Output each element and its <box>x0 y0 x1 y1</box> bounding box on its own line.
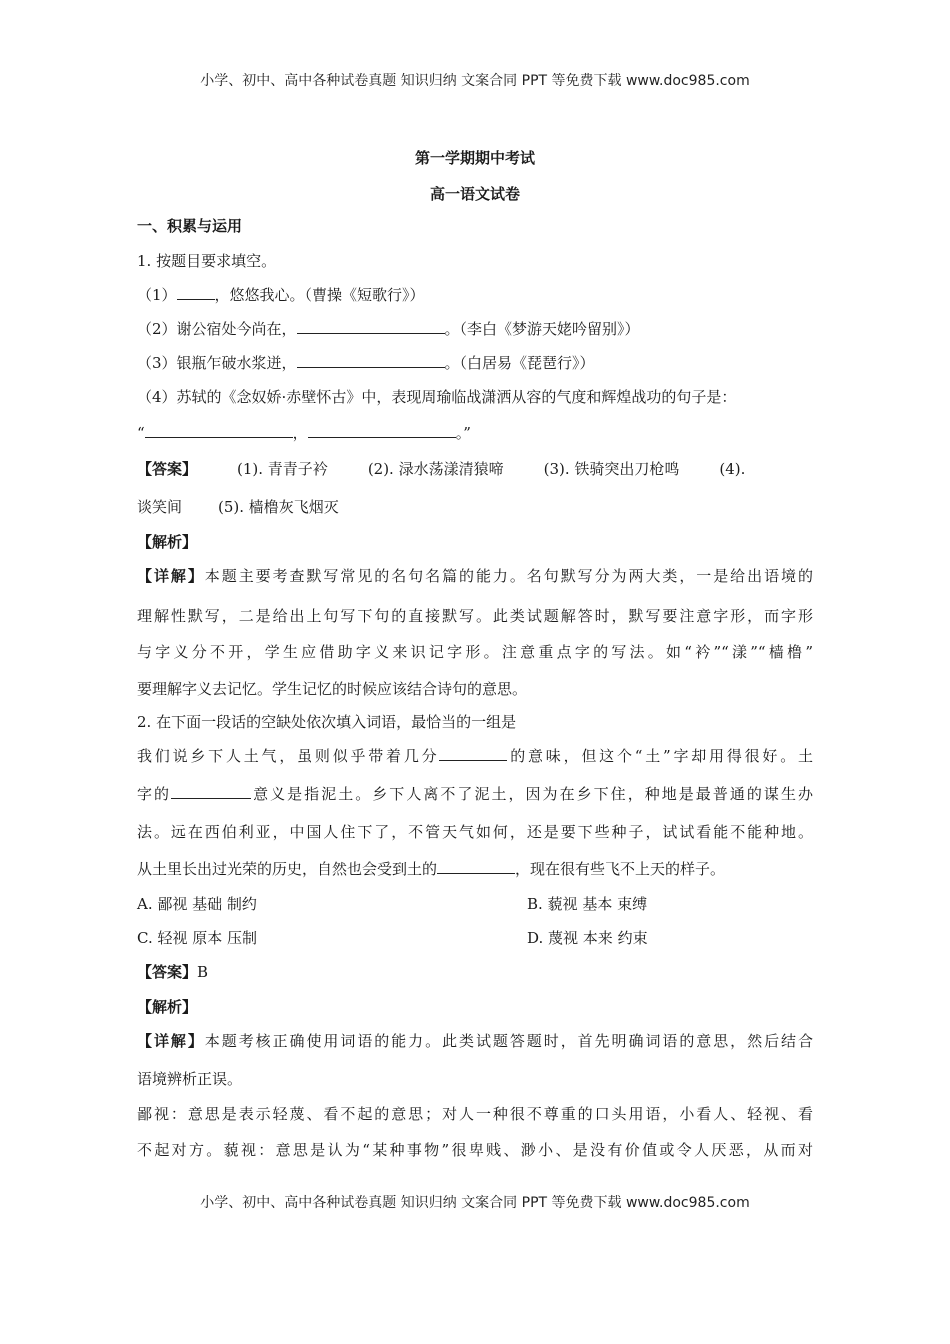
fill-blank[interactable] <box>297 353 445 368</box>
q1-answer-cont: 谈笑间 (5). 樯橹灰飞烟灭 <box>137 498 339 516</box>
q2-detail-line: 鄙视：意思是表示轻蔑、看不起的意思；对人一种很不尊重的口头用语，小看人、轻视、看 <box>137 1105 813 1123</box>
q2-passage-line: 我们说乡下人土气，虽则似乎带着几分 的意味，但这个“土”字却用得很好。土 <box>137 747 813 765</box>
q1-answer: 【答案】 (1). 青青子衿 (2). 渌水荡漾清猿啼 (3). 铁骑突出刀枪鸣 (4). <box>137 460 746 478</box>
section-heading: 一、积累与运用 <box>137 217 243 235</box>
fill-blank[interactable] <box>177 285 215 300</box>
q2-analysis-tag: 【解析】 <box>137 998 198 1016</box>
fill-blank[interactable] <box>437 859 515 874</box>
q1-item-2: （2）谢公宿处今尚在， 。（李白《梦游天姥吟留别》） <box>137 320 640 338</box>
q2-passage-line: 从土里长出过光荣的历史，自然也会受到土的 ，现在很有些飞不上天的样子。 <box>137 860 726 878</box>
fill-blank[interactable] <box>171 784 251 799</box>
q2-options-row <box>137 928 813 948</box>
q1-item-1: （1） ，悠悠我心。（曹操《短歌行》） <box>137 286 425 304</box>
q2-passage-line: 字的 意义是指泥土。乡下人离不了泥土，因为在乡下住，种地是最普通的谋生办 <box>137 785 813 803</box>
q2-detail-line: 语境辨析正误。 <box>137 1070 243 1088</box>
fill-blank[interactable] <box>308 423 456 438</box>
q2-detail-line: 不起对方。藐视：意思是认为“某种事物”很卑贱、渺小、是没有价值或令人厌恶，从而对 <box>137 1141 813 1159</box>
option-d[interactable]: D. 蔑视 本来 约束 <box>527 929 648 947</box>
option-b[interactable]: B. 藐视 基本 束缚 <box>527 895 648 913</box>
q2-answer: 【答案】B <box>137 963 209 981</box>
q1-item-3: （3）银瓶乍破水浆迸， 。（白居易《琵琶行》） <box>137 354 595 372</box>
q2-passage-line: 法。远在西伯利亚，中国人住下了，不管天气如何，还是要下些种子，试试看能不能种地。 <box>137 823 813 841</box>
q1-detail-line: 要理解字义去记忆。学生记忆的时候应该结合诗句的意思。 <box>137 680 528 698</box>
q1-detail-line: 【详解】本题主要考查默写常见的名句名篇的能力。名句默写分为两大类，一是给出语境的 <box>137 567 813 585</box>
q1-stem: 1. 按题目要求填空。 <box>137 252 277 270</box>
option-a[interactable]: A. 鄙视 基础 制约 <box>137 895 257 913</box>
fill-blank[interactable] <box>145 423 293 438</box>
header-banner: 小学、初中、高中各种试卷真题 知识归纳 文案合同 PPT 等免费下载 www.doc985.com <box>200 73 750 89</box>
fill-blank[interactable] <box>297 319 445 334</box>
q2-detail-line: 【详解】本题考核正确使用词语的能力。此类试题答题时，首先明确词语的意思，然后结合 <box>137 1032 813 1050</box>
fill-blank[interactable] <box>439 746 507 761</box>
option-c[interactable]: C. 轻视 原本 压制 <box>137 929 258 947</box>
q2-options-row <box>137 894 813 914</box>
q1-detail-line: 与字义分不开，学生应借助字义来识记字形。注意重点字的写法。如“衿”“漾”“樯橹” <box>137 643 813 661</box>
exam-title: 第一学期期中考试 <box>414 149 535 167</box>
q1-item-4-blanks: “ ， 。” <box>137 424 471 442</box>
q1-detail-line: 理解性默写，二是给出上句写下句的直接默写。此类试题解答时，默写要注意字形，而字形 <box>137 607 813 625</box>
q2-stem: 2. 在下面一段话的空缺处依次填入词语，最恰当的一组是 <box>137 713 517 731</box>
exam-subtitle: 高一语文试卷 <box>429 185 520 203</box>
footer-banner: 小学、初中、高中各种试卷真题 知识归纳 文案合同 PPT 等免费下载 www.doc985.com <box>200 1195 750 1211</box>
q1-item-4: （4）苏轼的《念奴娇·赤壁怀古》中，表现周瑜临战潇洒从容的气度和辉煌战功的句子是： <box>137 388 737 406</box>
q1-analysis-tag: 【解析】 <box>137 533 198 551</box>
